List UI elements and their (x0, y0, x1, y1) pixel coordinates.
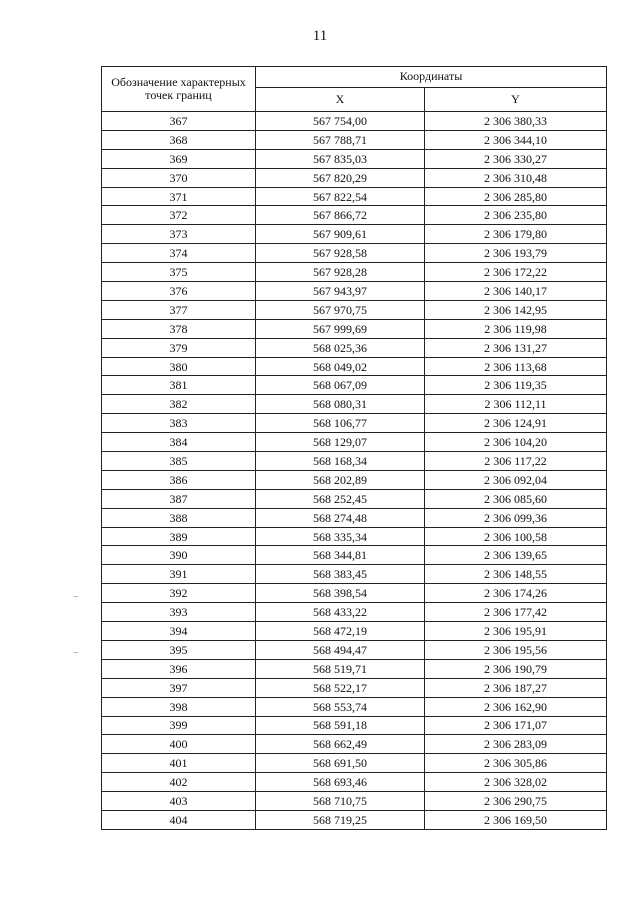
x-coordinate-cell: 568 202,89 (256, 470, 425, 489)
y-coordinate-cell: 2 306 310,48 (425, 168, 607, 187)
point-number-cell: 397 (102, 678, 256, 697)
table-row (102, 754, 607, 773)
table-row (102, 112, 607, 131)
table-row (102, 244, 607, 263)
y-coordinate-cell: 2 306 187,27 (425, 678, 607, 697)
y-coordinate-cell: 2 306 344,10 (425, 130, 607, 149)
table-row (102, 622, 607, 641)
table-row (102, 263, 607, 282)
point-number-cell: 390 (102, 546, 256, 565)
x-coordinate-cell: 567 970,75 (256, 300, 425, 319)
y-coordinate-cell: 2 306 148,55 (425, 565, 607, 584)
point-number-cell: 371 (102, 187, 256, 206)
y-coordinate-cell: 2 306 328,02 (425, 773, 607, 792)
x-coordinate-cell: 568 494,47 (256, 640, 425, 659)
y-coordinate-cell: 2 306 112,11 (425, 395, 607, 414)
header-point-designation: Обозначение характерных точек границ (102, 67, 256, 112)
x-coordinate-cell: 568 129,07 (256, 433, 425, 452)
x-coordinate-cell: 568 522,17 (256, 678, 425, 697)
table-row (102, 414, 607, 433)
point-number-cell: 388 (102, 508, 256, 527)
point-number-cell: 368 (102, 130, 256, 149)
table-row (102, 282, 607, 301)
point-number-cell: 384 (102, 433, 256, 452)
x-coordinate-cell: 568 693,46 (256, 773, 425, 792)
table-row (102, 697, 607, 716)
point-number-cell: 385 (102, 452, 256, 471)
table-row (102, 640, 607, 659)
y-coordinate-cell: 2 306 174,26 (425, 584, 607, 603)
x-coordinate-cell: 567 943,97 (256, 282, 425, 301)
table-row (102, 357, 607, 376)
x-coordinate-cell: 568 168,34 (256, 452, 425, 471)
x-coordinate-cell: 568 591,18 (256, 716, 425, 735)
point-number-cell: 375 (102, 263, 256, 282)
x-coordinate-cell: 567 928,28 (256, 263, 425, 282)
margin-mark (73, 596, 78, 597)
table-row (102, 792, 607, 811)
y-coordinate-cell: 2 306 169,50 (425, 810, 607, 829)
y-coordinate-cell: 2 306 195,91 (425, 622, 607, 641)
point-number-cell: 373 (102, 225, 256, 244)
x-coordinate-cell: 567 820,29 (256, 168, 425, 187)
x-coordinate-cell: 568 553,74 (256, 697, 425, 716)
y-coordinate-cell: 2 306 142,95 (425, 300, 607, 319)
x-coordinate-cell: 568 433,22 (256, 603, 425, 622)
x-coordinate-cell: 568 274,48 (256, 508, 425, 527)
table-row (102, 470, 607, 489)
x-coordinate-cell: 568 106,77 (256, 414, 425, 433)
point-number-cell: 387 (102, 489, 256, 508)
table-body (102, 112, 607, 830)
table-row (102, 338, 607, 357)
y-coordinate-cell: 2 306 124,91 (425, 414, 607, 433)
margin-mark (73, 652, 78, 653)
table-row (102, 206, 607, 225)
y-coordinate-cell: 2 306 113,68 (425, 357, 607, 376)
point-number-cell: 395 (102, 640, 256, 659)
x-coordinate-cell: 567 788,71 (256, 130, 425, 149)
header-y: Y (425, 87, 607, 111)
y-coordinate-cell: 2 306 119,98 (425, 319, 607, 338)
table-row (102, 319, 607, 338)
y-coordinate-cell: 2 306 092,04 (425, 470, 607, 489)
x-coordinate-cell: 568 067,09 (256, 376, 425, 395)
x-coordinate-cell: 567 754,00 (256, 112, 425, 131)
table-row (102, 300, 607, 319)
table-row (102, 678, 607, 697)
table-row (102, 225, 607, 244)
x-coordinate-cell: 568 719,25 (256, 810, 425, 829)
x-coordinate-cell: 567 928,58 (256, 244, 425, 263)
x-coordinate-cell: 567 822,54 (256, 187, 425, 206)
x-coordinate-cell: 568 691,50 (256, 754, 425, 773)
y-coordinate-cell: 2 306 100,58 (425, 527, 607, 546)
table-row (102, 168, 607, 187)
x-coordinate-cell: 568 662,49 (256, 735, 425, 754)
table-row (102, 773, 607, 792)
point-number-cell: 382 (102, 395, 256, 414)
table-row (102, 187, 607, 206)
x-coordinate-cell: 567 835,03 (256, 149, 425, 168)
y-coordinate-cell: 2 306 330,27 (425, 149, 607, 168)
y-coordinate-cell: 2 306 283,09 (425, 735, 607, 754)
x-coordinate-cell: 568 710,75 (256, 792, 425, 811)
table-row (102, 376, 607, 395)
y-coordinate-cell: 2 306 139,65 (425, 546, 607, 565)
point-number-cell: 404 (102, 810, 256, 829)
x-coordinate-cell: 568 335,34 (256, 527, 425, 546)
y-coordinate-cell: 2 306 193,79 (425, 244, 607, 263)
y-coordinate-cell: 2 306 380,33 (425, 112, 607, 131)
point-number-cell: 392 (102, 584, 256, 603)
y-coordinate-cell: 2 306 104,20 (425, 433, 607, 452)
point-number-cell: 389 (102, 527, 256, 546)
point-number-cell: 401 (102, 754, 256, 773)
point-number-cell: 378 (102, 319, 256, 338)
point-number-cell: 399 (102, 716, 256, 735)
x-coordinate-cell: 568 080,31 (256, 395, 425, 414)
point-number-cell: 374 (102, 244, 256, 263)
y-coordinate-cell: 2 306 131,27 (425, 338, 607, 357)
x-coordinate-cell: 568 344,81 (256, 546, 425, 565)
y-coordinate-cell: 2 306 305,86 (425, 754, 607, 773)
point-number-cell: 383 (102, 414, 256, 433)
point-number-cell: 376 (102, 282, 256, 301)
table-row (102, 130, 607, 149)
point-number-cell: 394 (102, 622, 256, 641)
y-coordinate-cell: 2 306 171,07 (425, 716, 607, 735)
x-coordinate-cell: 567 909,61 (256, 225, 425, 244)
table-row (102, 527, 607, 546)
x-coordinate-cell: 568 472,19 (256, 622, 425, 641)
point-number-cell: 372 (102, 206, 256, 225)
table-row (102, 659, 607, 678)
x-coordinate-cell: 568 398,54 (256, 584, 425, 603)
x-coordinate-cell: 568 252,45 (256, 489, 425, 508)
point-number-cell: 403 (102, 792, 256, 811)
y-coordinate-cell: 2 306 162,90 (425, 697, 607, 716)
coordinates-table (101, 66, 607, 830)
table-row (102, 452, 607, 471)
point-number-cell: 381 (102, 376, 256, 395)
point-number-cell: 393 (102, 603, 256, 622)
y-coordinate-cell: 2 306 195,56 (425, 640, 607, 659)
y-coordinate-cell: 2 306 099,36 (425, 508, 607, 527)
header-x: X (256, 87, 425, 111)
y-coordinate-cell: 2 306 172,22 (425, 263, 607, 282)
x-coordinate-cell: 567 999,69 (256, 319, 425, 338)
point-number-cell: 386 (102, 470, 256, 489)
table-row (102, 149, 607, 168)
point-number-cell: 370 (102, 168, 256, 187)
y-coordinate-cell: 2 306 140,17 (425, 282, 607, 301)
table-row (102, 565, 607, 584)
point-number-cell: 398 (102, 697, 256, 716)
point-number-cell: 391 (102, 565, 256, 584)
point-number-cell: 377 (102, 300, 256, 319)
y-coordinate-cell: 2 306 235,80 (425, 206, 607, 225)
x-coordinate-cell: 568 519,71 (256, 659, 425, 678)
y-coordinate-cell: 2 306 117,22 (425, 452, 607, 471)
table-row (102, 489, 607, 508)
x-coordinate-cell: 568 383,45 (256, 565, 425, 584)
table-row (102, 735, 607, 754)
table-row (102, 810, 607, 829)
y-coordinate-cell: 2 306 179,80 (425, 225, 607, 244)
point-number-cell: 402 (102, 773, 256, 792)
table-row (102, 584, 607, 603)
y-coordinate-cell: 2 306 290,75 (425, 792, 607, 811)
table-row (102, 395, 607, 414)
y-coordinate-cell: 2 306 119,35 (425, 376, 607, 395)
x-coordinate-cell: 567 866,72 (256, 206, 425, 225)
table-row (102, 603, 607, 622)
y-coordinate-cell: 2 306 085,60 (425, 489, 607, 508)
point-number-cell: 400 (102, 735, 256, 754)
point-number-cell: 379 (102, 338, 256, 357)
table-row (102, 433, 607, 452)
x-coordinate-cell: 568 049,02 (256, 357, 425, 376)
table-row (102, 546, 607, 565)
y-coordinate-cell: 2 306 190,79 (425, 659, 607, 678)
point-number-cell: 396 (102, 659, 256, 678)
x-coordinate-cell: 568 025,36 (256, 338, 425, 357)
header-coordinates: Координаты (256, 67, 607, 88)
point-number-cell: 367 (102, 112, 256, 131)
page-number: 11 (312, 28, 328, 44)
table-row (102, 508, 607, 527)
y-coordinate-cell: 2 306 285,80 (425, 187, 607, 206)
y-coordinate-cell: 2 306 177,42 (425, 603, 607, 622)
point-number-cell: 380 (102, 357, 256, 376)
point-number-cell: 369 (102, 149, 256, 168)
table-row (102, 716, 607, 735)
